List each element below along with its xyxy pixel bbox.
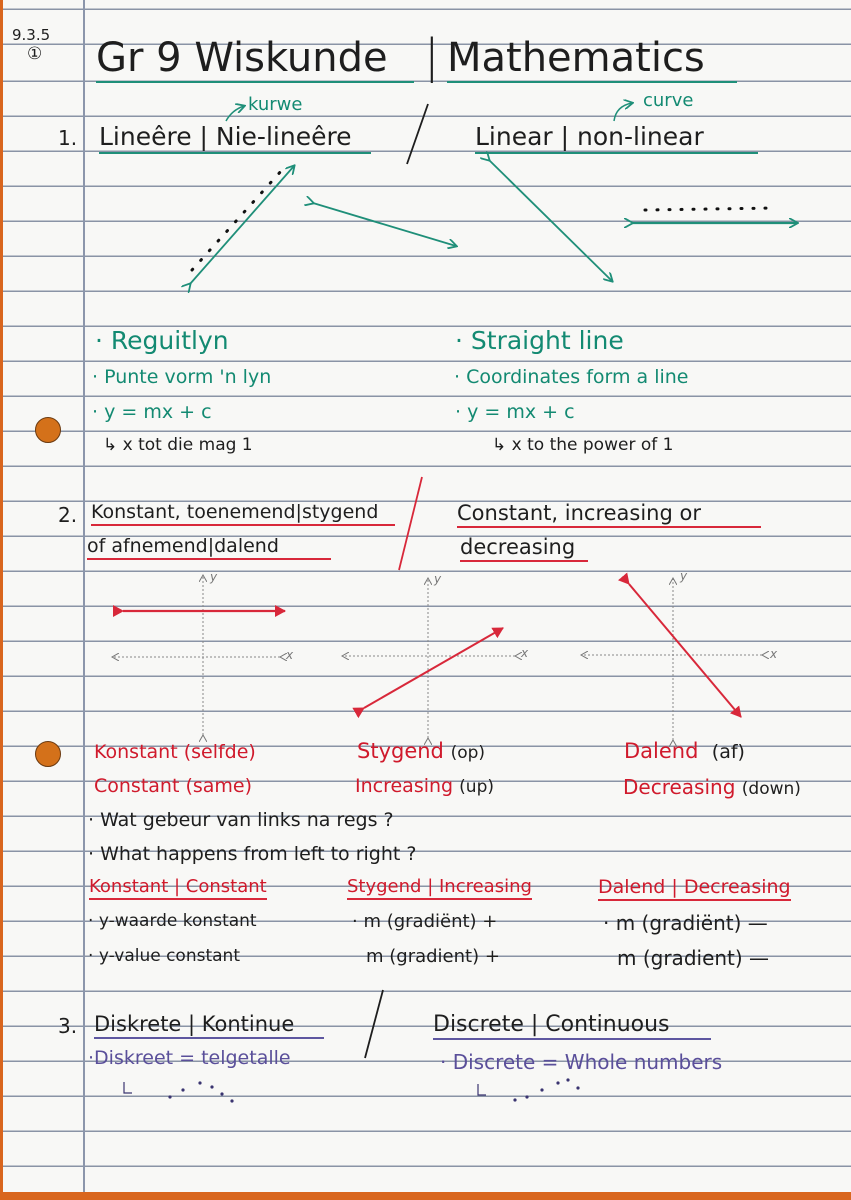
label-dalend: Dalend (af) bbox=[624, 739, 745, 763]
page-title-af: Gr 9 Wiskunde bbox=[96, 38, 414, 83]
section2-heading-en-1: Constant, increasing or bbox=[457, 503, 761, 528]
kurwe-pointer-arrow bbox=[226, 106, 244, 121]
svg-text:x: x bbox=[770, 647, 778, 661]
note-power-of-1: ↳ x to the power of 1 bbox=[492, 435, 674, 455]
annotation-curve: curve bbox=[643, 90, 694, 111]
annotation-kurwe: kurwe bbox=[248, 94, 303, 115]
cell-y-value: · y-value constant bbox=[88, 946, 240, 966]
section3-number: 3. bbox=[58, 1014, 78, 1038]
cell-m-minus-en: m (gradient) — bbox=[617, 946, 770, 970]
graph-constant bbox=[112, 570, 294, 735]
bullet-coordinates: · Coordinates form a line bbox=[454, 366, 689, 388]
curve-pointer-arrow bbox=[614, 103, 632, 121]
label-stygend: Stygend (op) bbox=[357, 739, 486, 763]
table-header-decreasing: Dalend | Decreasing bbox=[598, 878, 791, 901]
section1-divider bbox=[407, 104, 428, 164]
linear-diagram-en bbox=[489, 160, 612, 281]
bullet-equation-af: · y = mx + c bbox=[92, 401, 212, 423]
svg-text:y: y bbox=[434, 572, 442, 586]
section2-heading-af-1: Konstant, toenemend|stygend bbox=[91, 503, 395, 526]
svg-text:y: y bbox=[680, 569, 688, 583]
graph-increasing bbox=[342, 572, 529, 738]
question-en: · What happens from left to right ? bbox=[88, 843, 417, 865]
label-decreasing: Decreasing (down) bbox=[623, 775, 801, 799]
section1-number: 1. bbox=[58, 126, 78, 150]
section3-heading-af: Diskrete | Kontinue bbox=[94, 1014, 324, 1039]
table-header-increasing: Stygend | Increasing bbox=[347, 878, 532, 900]
svg-text:x: x bbox=[521, 646, 529, 660]
svg-text:y: y bbox=[210, 570, 218, 584]
svg-text:x: x bbox=[286, 648, 294, 662]
page-title-en: Mathematics bbox=[447, 38, 737, 83]
label-constant: Constant (same) bbox=[94, 775, 253, 797]
graph-decreasing bbox=[581, 569, 778, 740]
section2-number: 2. bbox=[58, 503, 78, 527]
discrete-dots-en bbox=[478, 1078, 580, 1101]
title-separator: | bbox=[424, 29, 440, 83]
section1-heading-en: Linear | non-linear bbox=[475, 124, 758, 154]
cell-y-waarde: · y-waarde konstant bbox=[88, 911, 257, 931]
label-increasing: Increasing (up) bbox=[355, 775, 494, 797]
section2-divider bbox=[399, 477, 422, 570]
bullet-punte: · Punte vorm 'n lyn bbox=[92, 366, 272, 388]
section3-divider bbox=[365, 990, 383, 1058]
cell-m-plus-af: · m (gradiënt) + bbox=[352, 911, 498, 932]
non-linear-diagram-af bbox=[313, 203, 456, 246]
question-af: · Wat gebeur van links na regs ? bbox=[88, 809, 394, 831]
note-mag-1: ↳ x tot die mag 1 bbox=[103, 435, 253, 455]
section2-heading-af-2: of afnemend|dalend bbox=[87, 537, 331, 560]
section1-heading-af: Lineêre | Nie-lineêre bbox=[99, 124, 371, 154]
page-number: ① bbox=[27, 44, 43, 64]
linear-diagram-af bbox=[190, 166, 294, 284]
section2-heading-en-2: decreasing bbox=[460, 537, 588, 562]
page-code: 9.3.5 bbox=[12, 26, 51, 44]
cell-m-plus-en: m (gradient) + bbox=[366, 946, 500, 967]
bullet-straight-line: · Straight line bbox=[455, 326, 624, 355]
discrete-dots-af bbox=[124, 1081, 234, 1102]
bullet-diskreet: ·Diskreet = telgetalle bbox=[88, 1047, 291, 1069]
section3-heading-en: Discrete | Continuous bbox=[433, 1014, 711, 1040]
cell-m-minus-af: · m (gradiënt) — bbox=[603, 911, 768, 935]
bullet-equation-en: · y = mx + c bbox=[455, 401, 575, 423]
table-header-constant: Konstant | Constant bbox=[89, 878, 267, 900]
bullet-discrete: · Discrete = Whole numbers bbox=[440, 1050, 723, 1074]
bullet-reguitlyn: · Reguitlyn bbox=[95, 326, 229, 355]
label-konstant: Konstant (selfde) bbox=[94, 741, 256, 763]
non-linear-diagram-en bbox=[632, 208, 797, 223]
